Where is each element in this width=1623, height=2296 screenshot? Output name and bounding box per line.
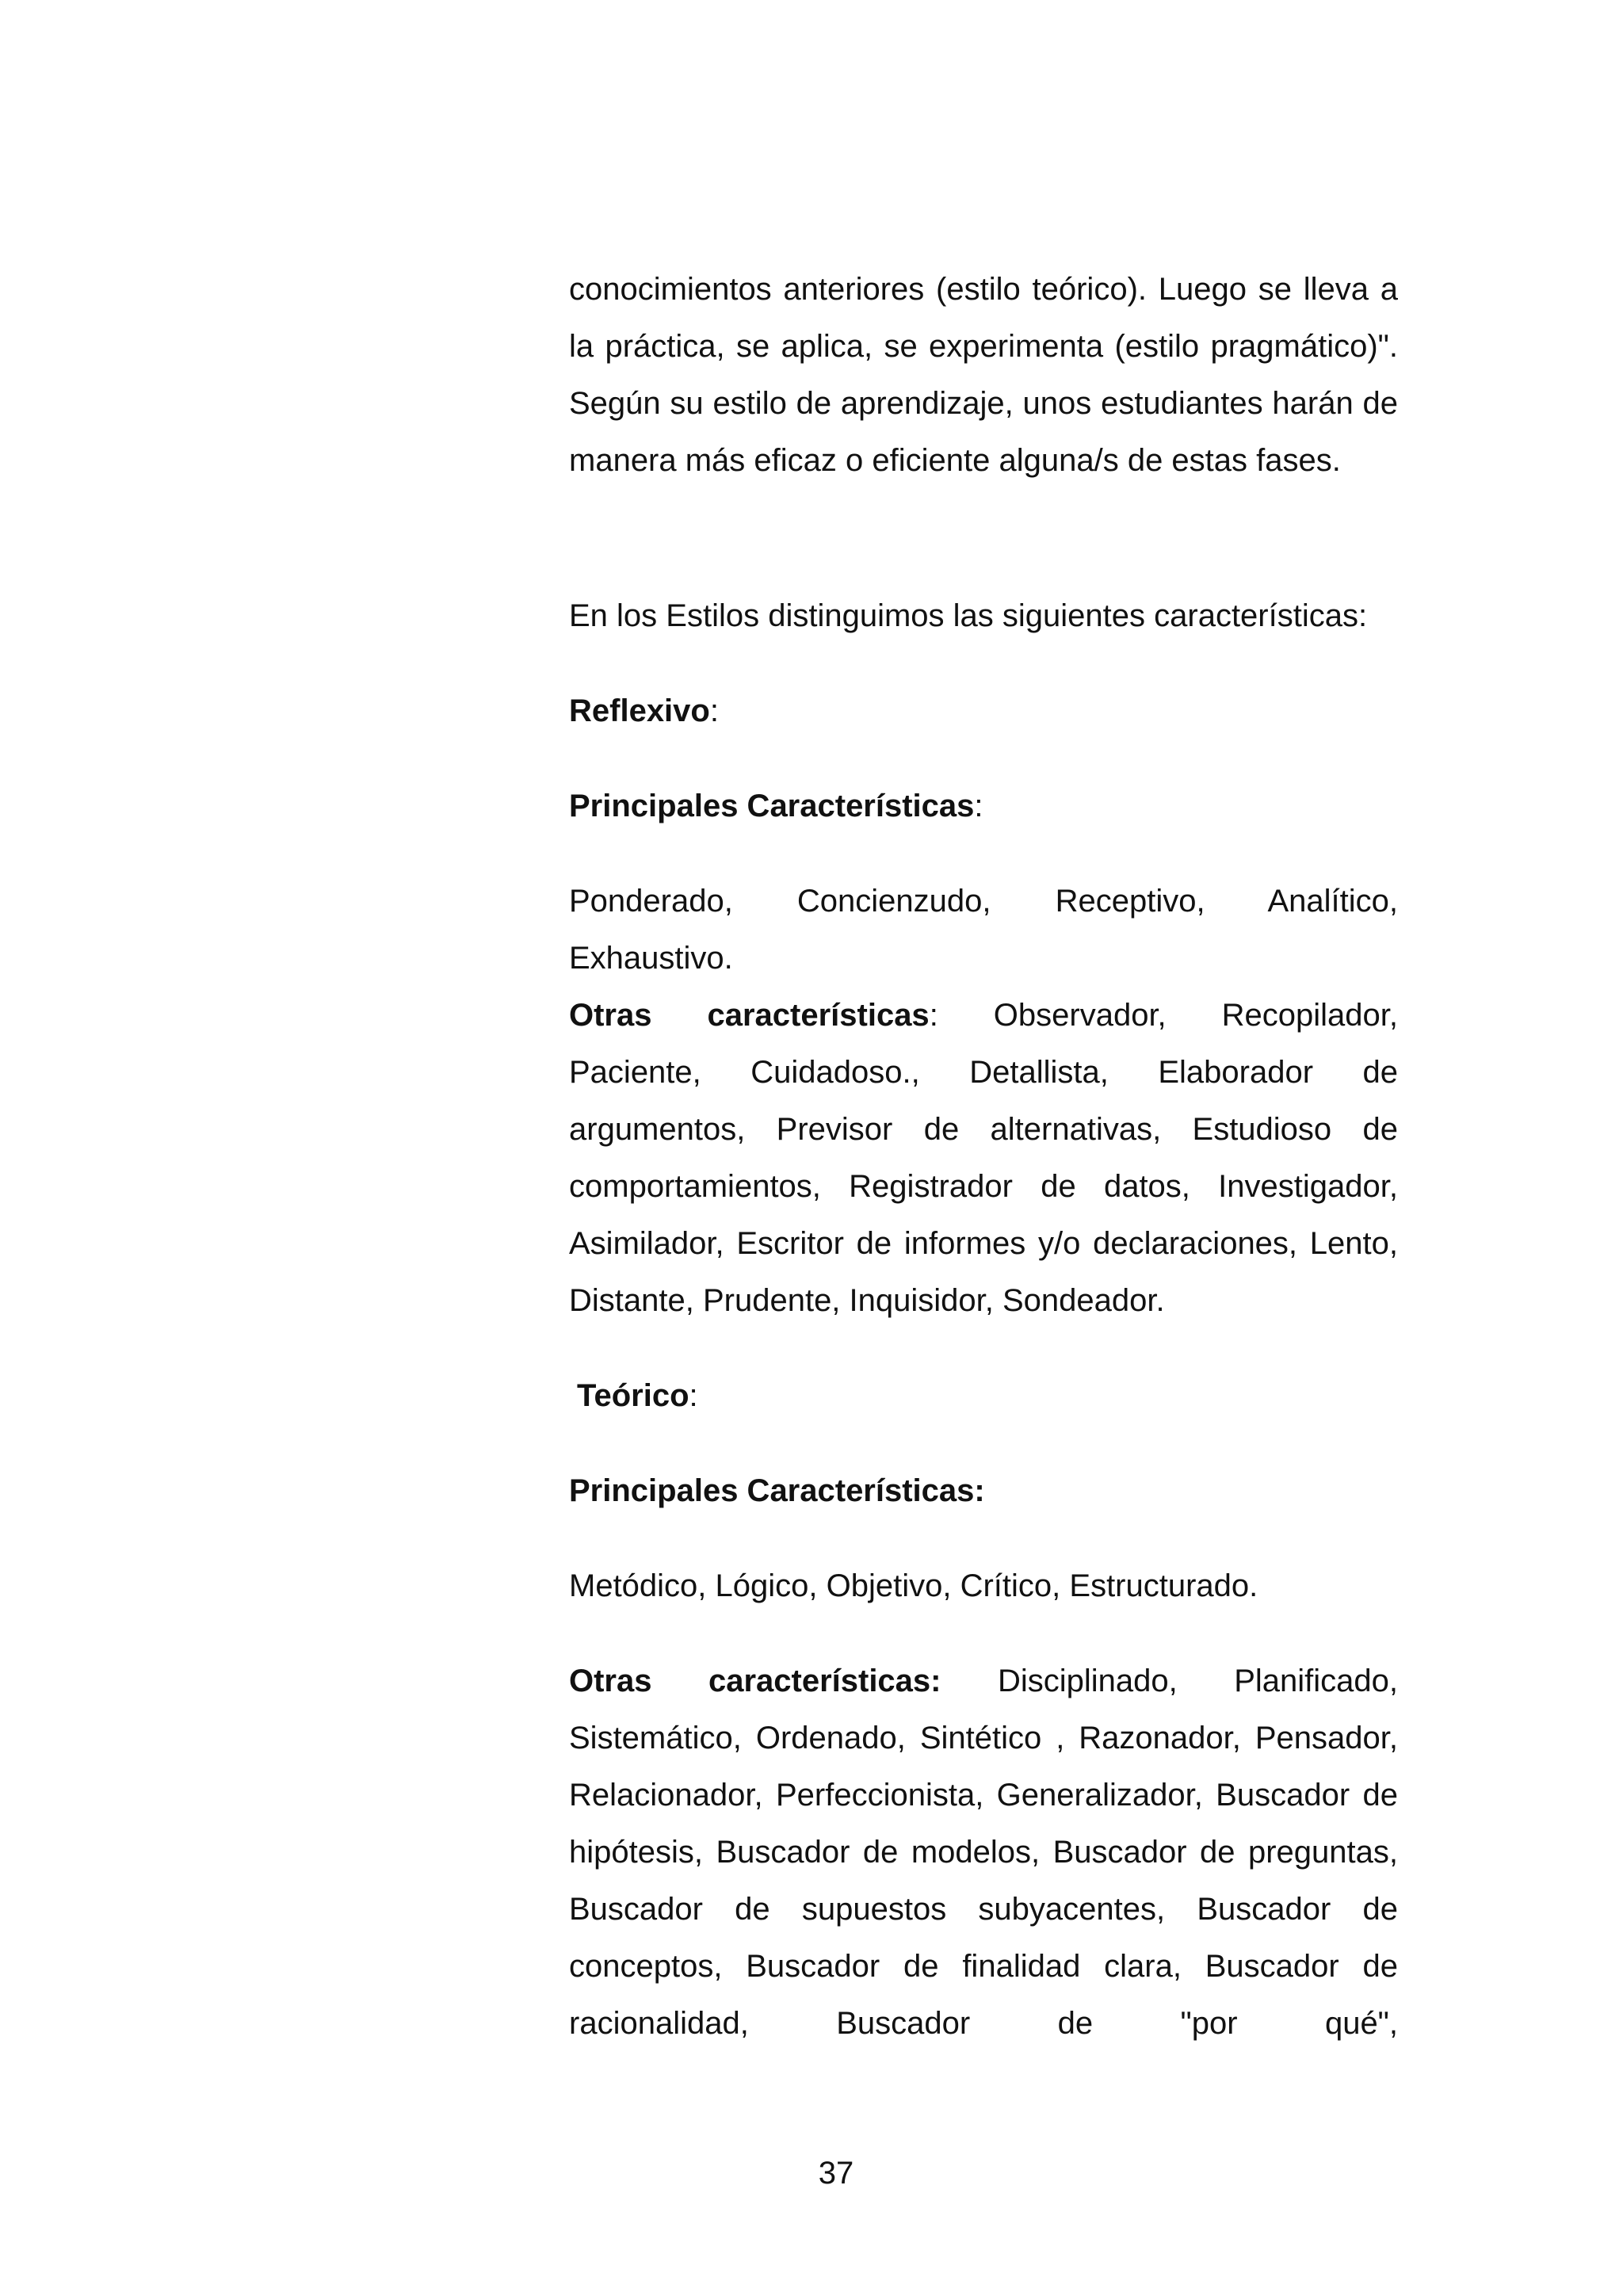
teorico-otras-text: Disciplinado, Planificado, Sistemático, Ordenado, Sintético , Razonador, Pensador, Relacionador, Perfeccionista, Generalizador, Buscador de hipótesis, Buscador de modelos, Buscador de preguntas, Buscador de supuestos subyacentes, Buscador de conceptos, Buscador de finalidad clara, Buscador de racionalidad, Buscador de "por qué", — [569, 1664, 1398, 2041]
teorico-principales — [569, 1557, 1398, 1614]
reflexivo-principales-line2 — [569, 930, 1398, 987]
page-number: 37 — [818, 2156, 854, 2191]
paragraph-estilos — [569, 587, 1398, 644]
teorico-principales-heading — [569, 1462, 1398, 1519]
reflexivo-principales-line1-text: Ponderado, Concienzudo, Receptivo, Analítico, — [569, 884, 1398, 919]
reflexivo-otras — [569, 987, 1398, 1329]
reflexivo-heading — [569, 682, 1398, 739]
teorico-otras — [569, 1652, 1398, 2052]
teorico-heading — [569, 1367, 1406, 1424]
reflexivo-principales-line2-text: Exhaustivo. — [569, 941, 733, 976]
paragraph-intro — [569, 261, 1398, 489]
teorico-principales-text: Metódico, Lógico, Objetivo, Crítico, Estructurado. — [569, 1568, 1258, 1603]
reflexivo-principales-colon: : — [974, 789, 983, 823]
teorico-otras-label: Otras características: — [569, 1664, 941, 1698]
teorico-heading-label: Teórico — [577, 1378, 689, 1413]
reflexivo-principales-line1 — [569, 873, 1398, 930]
teorico-principales-label: Principales Características: — [569, 1473, 985, 1508]
paragraph-estilos-text: En los Estilos distinguimos las siguientes características: — [569, 598, 1368, 633]
paragraph-intro-text: conocimientos anteriores (estilo teórico). Luego se lleva a la práctica, se aplica, se experimenta (estilo pragmático)". Según su estilo de aprendizaje, unos estudiantes harán de manera más eficaz o eficiente alguna/s de estas fases. — [569, 272, 1398, 478]
reflexivo-principales-label: Principales Características — [569, 789, 975, 823]
teorico-heading-colon: : — [689, 1378, 698, 1413]
reflexivo-heading-colon: : — [709, 693, 719, 728]
reflexivo-otras-text: : Observador, Recopilador, Paciente, Cuidadoso., Detallista, Elaborador de argumentos, Previsor de alternativas, Estudioso de comportamientos, Registrador de datos, Investigador, Asimilador, Escritor de informes y/o declaraciones, Lento, Distante, Prudente, Inquisidor, Sondeador. — [569, 998, 1398, 1318]
reflexivo-principales-heading — [569, 777, 1398, 835]
reflexivo-otras-label: Otras características — [569, 998, 930, 1033]
reflexivo-heading-label: Reflexivo — [569, 693, 710, 728]
